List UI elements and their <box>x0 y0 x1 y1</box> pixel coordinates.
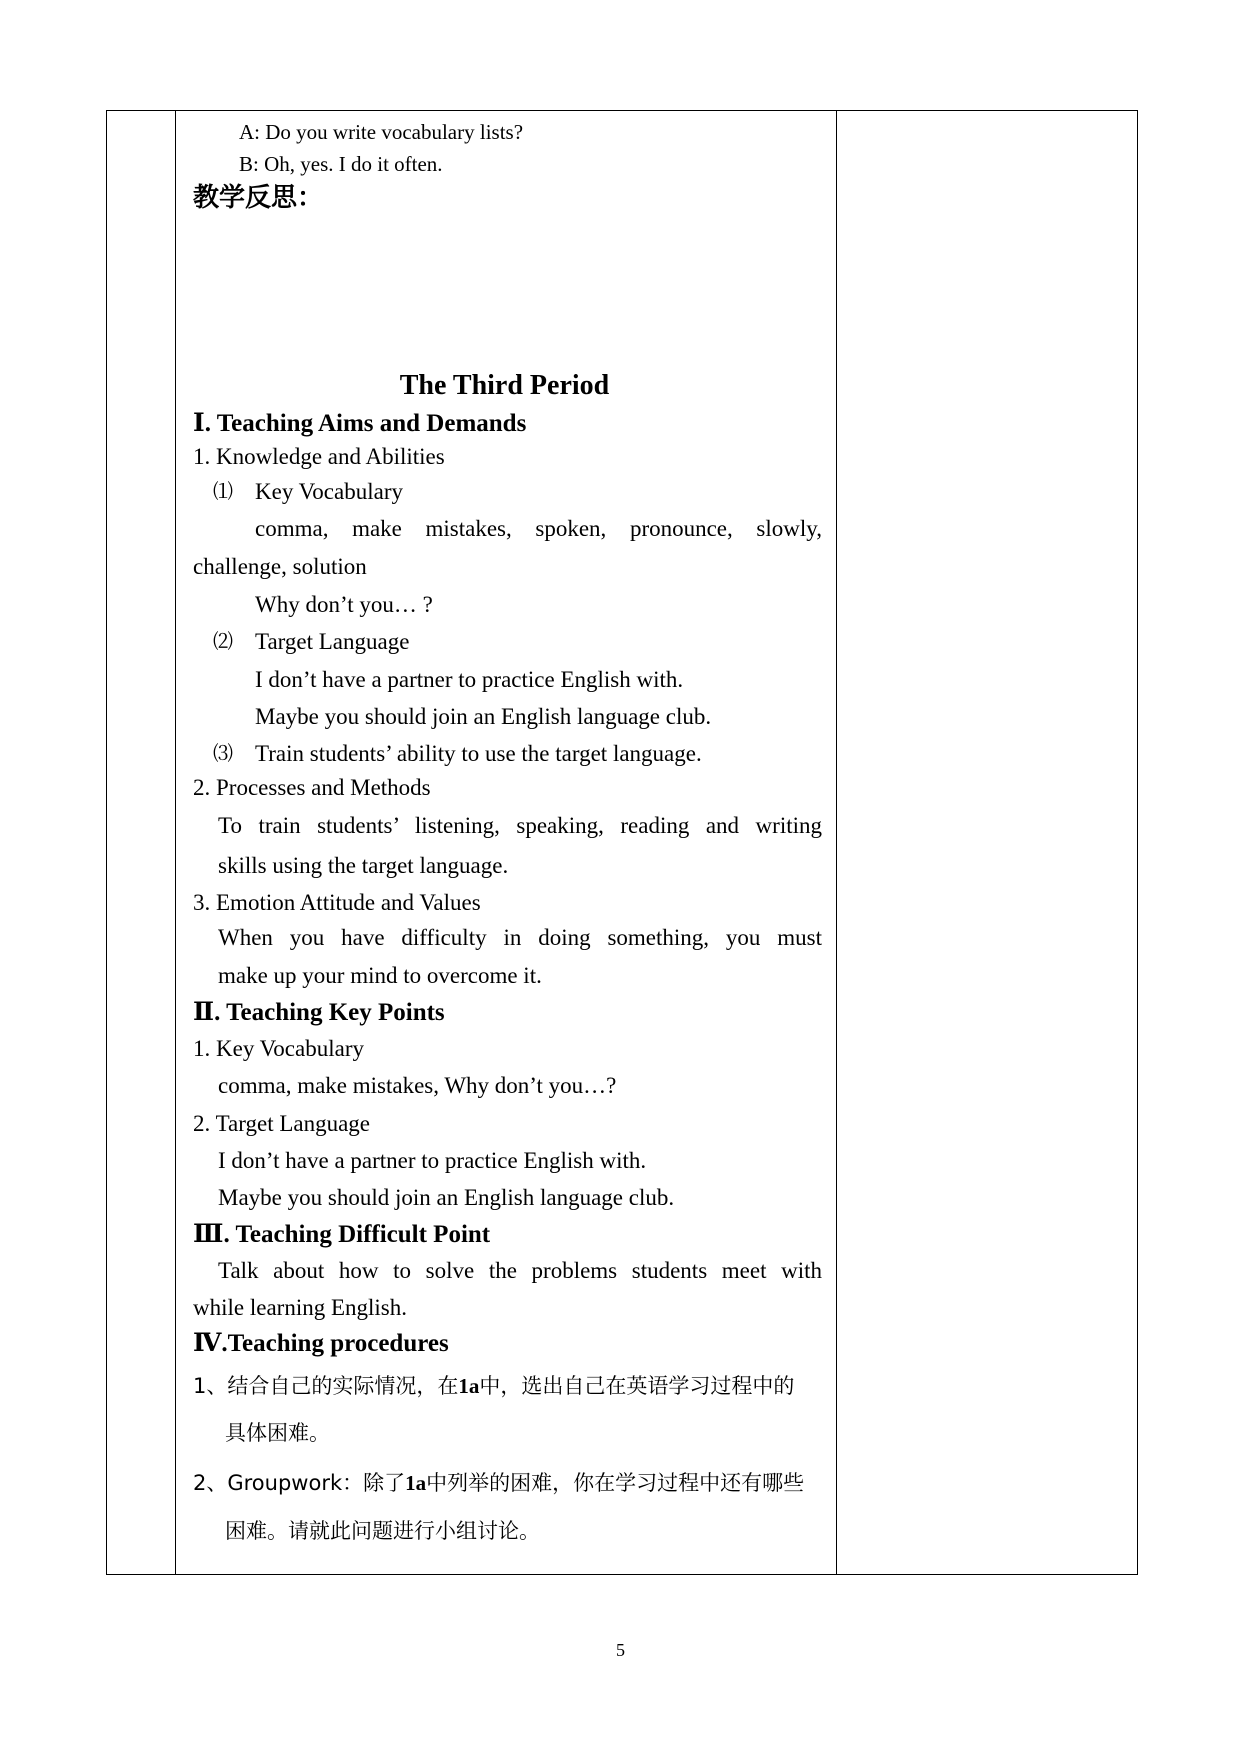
item-2-line-2: Maybe you should join an English language club. <box>255 704 712 729</box>
procedure-step-1-line-2: 具体困难。 <box>225 1421 330 1445</box>
section-1-sub-3-line-1: When you have difficulty in doing something, you must <box>218 925 822 950</box>
section-2-sub-2-line-1: I don’t have a partner to practice English with. <box>218 1148 647 1173</box>
section-1-sub-1: 1. Knowledge and Abilities <box>193 444 445 469</box>
procedure-step-1-prefix: 1、结合自己的实际情况，在 <box>193 1374 459 1398</box>
section-2-sub-2: 2. Target Language <box>193 1111 371 1136</box>
item-3-label: Train students’ ability to use the target language. <box>255 741 702 766</box>
item-1-label: Key Vocabulary <box>255 479 403 504</box>
section-3-heading: Ⅲ. Teaching Difficult Point <box>193 1221 491 1248</box>
procedure-step-1-suffix: 中，选出自己在英语学习过程中的 <box>479 1374 795 1398</box>
procedure-step-1 <box>193 1371 794 1401</box>
procedure-step-2-suffix: 中列举的困难，你在学习过程中还有哪些 <box>426 1471 805 1495</box>
section-1-sub-3-line-2: make up your mind to overcome it. <box>218 963 542 988</box>
section-2-heading: Ⅱ. Teaching Key Points <box>193 999 445 1026</box>
section-1-heading: Ⅰ. Teaching Aims and Demands <box>193 410 527 437</box>
dialogue-line-a: A: Do you write vocabulary lists? <box>239 120 524 144</box>
section-4-heading: Ⅳ.Teaching procedures <box>193 1330 449 1357</box>
section-1-sub-3: 3. Emotion Attitude and Values <box>193 890 481 915</box>
procedure-step-2-prefix: 2、Groupwork：除了 <box>193 1471 406 1495</box>
item-1-phrase: Why don’t you… ? <box>255 592 433 617</box>
procedure-step-1-bold: 1a <box>458 1374 480 1398</box>
section-2-sub-1: 1. Key Vocabulary <box>193 1036 364 1061</box>
lesson-table <box>106 110 1138 1575</box>
procedure-step-2-bold: 1a <box>405 1471 427 1495</box>
item-3-number: ⑶ <box>213 743 233 765</box>
section-3-line-1: Talk about how to solve the problems students meet with <box>218 1258 822 1283</box>
column-divider-left <box>175 111 176 1574</box>
period-title: The Third Period <box>399 370 610 401</box>
item-1-words-line-1: comma, make mistakes, spoken, pronounce, slowly, <box>255 516 822 541</box>
section-3-line-2: while learning English. <box>193 1295 407 1320</box>
item-2-line-1: I don’t have a partner to practice English with. <box>255 667 684 692</box>
item-2-label: Target Language <box>255 629 410 654</box>
procedure-step-2 <box>193 1468 804 1498</box>
section-2-sub-1-line: comma, make mistakes, Why don’t you…? <box>218 1073 617 1098</box>
reflection-heading: 教学反思： <box>193 183 324 213</box>
item-1-number: ⑴ <box>213 481 233 503</box>
section-1-sub-2-line-2: skills using the target language. <box>218 853 509 878</box>
section-1-sub-2-line-1: To train students’ listening, speaking, reading and writing <box>218 813 822 838</box>
column-divider-right <box>836 111 837 1574</box>
item-1-words-line-2: challenge, solution <box>193 554 367 579</box>
section-2-sub-2-line-2: Maybe you should join an English language club. <box>218 1185 675 1210</box>
page-number: 5 <box>616 1640 625 1660</box>
dialogue-line-b: B: Oh, yes. I do it often. <box>239 152 443 176</box>
section-1-sub-2: 2. Processes and Methods <box>193 775 431 800</box>
item-2-number: ⑵ <box>213 631 233 653</box>
procedure-step-2-line-2: 困难。请就此问题进行小组讨论。 <box>225 1519 540 1543</box>
